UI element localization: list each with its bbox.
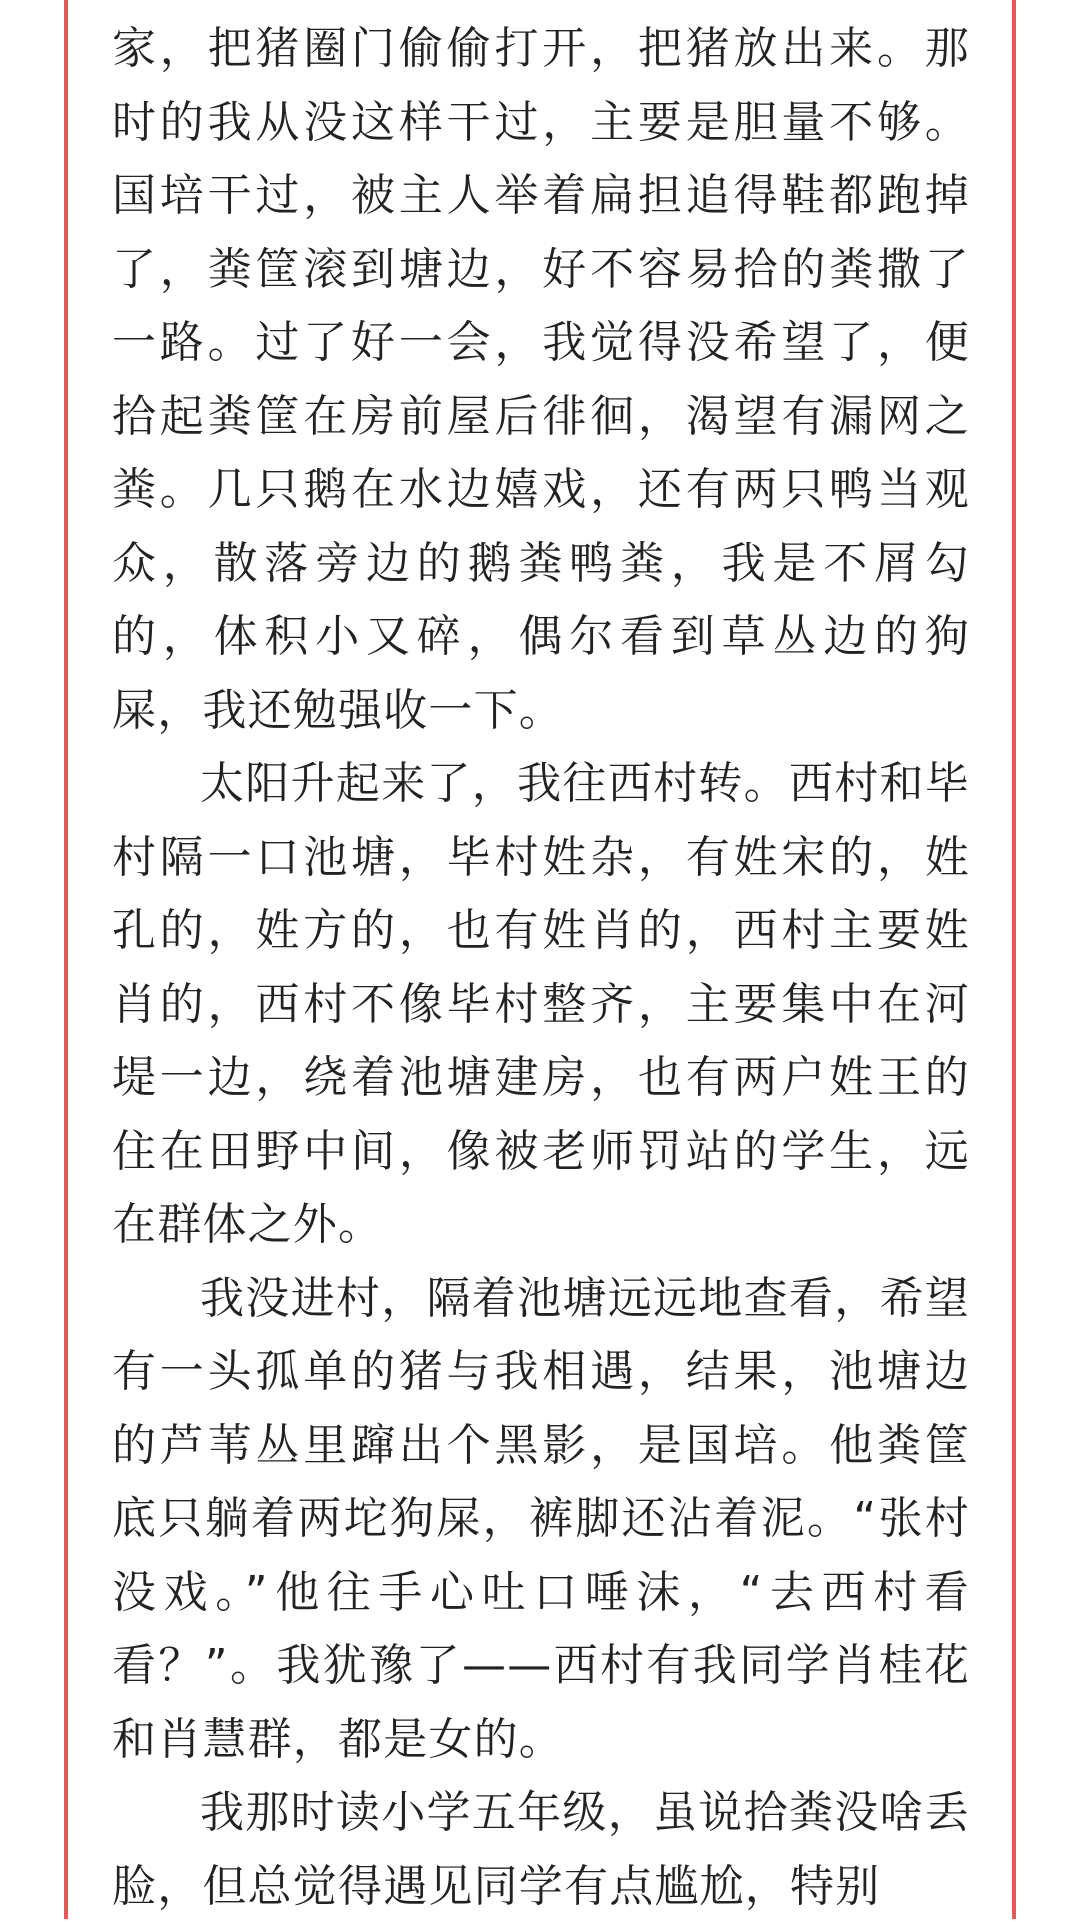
paragraph-meeting-guopei: 我没进村，隔着池塘远远地查看，希望有一头孤单的猪与我相遇，结果，池塘边的芦苇丛里蹿出个黑影，是国培。他粪筐底只躺着两坨狗屎，裤脚还沾着泥。“张村没戏。”他往手心吐口唾沫，“去西村看看？”。我犹豫了——西村有我同学肖桂花和肖慧群，都是女的。 <box>112 1272 970 1765</box>
paragraph-fifth-grade: 我那时读小学五年级，虽说拾粪没啥丢脸，但总觉得遇见同学有点尴尬，特别 <box>112 1787 970 1912</box>
paragraph-continued: 家，把猪圈门偷偷打开，把猪放出来。那时的我从没这样干过，主要是胆量不够。国培干过，被主人举着扁担追得鞋都跑掉了，粪筐滚到塘边，好不容易拾的粪撒了一路。过了好一会，我觉得没希望了，便拾起粪筐在房前屋后徘徊，渴望有漏网之粪。几只鹅在水边嬉戏，还有两只鸭当观众，散落旁边的鹅粪鸭粪，我是不屑勾的，体积小又碎，偶尔看到草丛边的狗屎，我还勉强收一下。 <box>112 23 970 736</box>
paragraph-sun-rising: 太阳升起来了，我往西村转。西村和毕村隔一口池塘，毕村姓杂，有姓宋的，姓孔的，姓方的，也有姓肖的，西村主要姓肖的，西村不像毕村整齐，主要集中在河堤一边，绕着池塘建房，也有两户姓王的住在田野中间，像被老师罚站的学生，远在群体之外。 <box>112 758 970 1250</box>
article-body <box>112 12 970 1923</box>
